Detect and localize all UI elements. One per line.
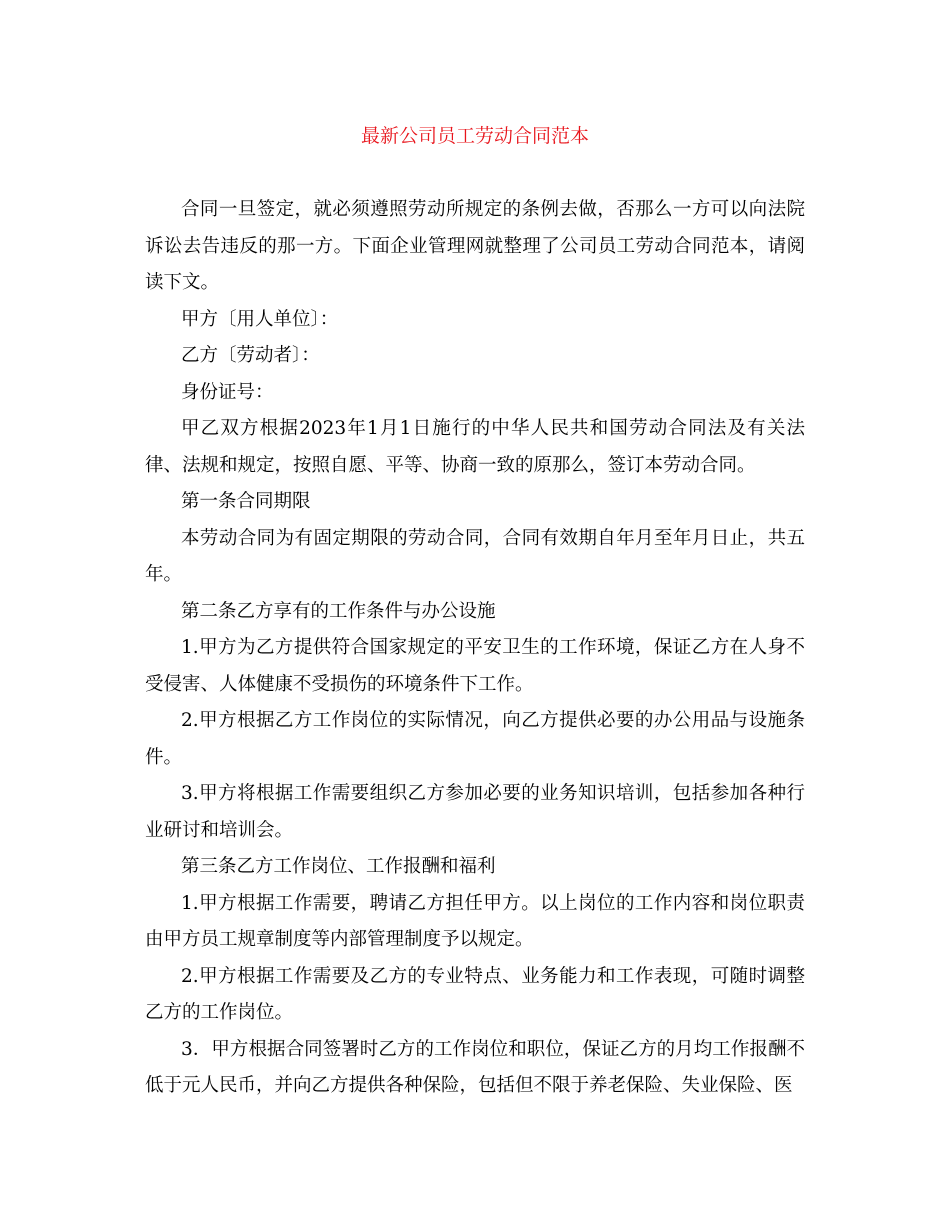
clause-2-1: 1.甲方为乙方提供符合国家规定的平安卫生的工作环境，保证乙方在人身不受侵害、人体健康不受损伤的环境条件下工作。 bbox=[145, 637, 805, 695]
clause-2-2: 2.甲方根据乙方工作岗位的实际情况，向乙方提供必要的办公用品与设施条件。 bbox=[145, 710, 805, 768]
paragraph-party-a: 甲方〔用人单位〕： bbox=[181, 308, 339, 330]
paragraph-intro: 合同一旦签定，就必须遵照劳动所规定的条例去做，否那么一方可以向法院诉讼去告违反的那一方。下面企业管理网就整理了公司员工劳动合同范本，请阅读下文。 bbox=[145, 199, 805, 293]
document-title: 最新公司员工劳动合同范本 bbox=[360, 125, 589, 147]
section-heading-2: 第二条乙方享有的工作条件与办公设施 bbox=[181, 600, 496, 622]
document-body bbox=[145, 192, 805, 1105]
clause-2-3: 3.甲方将根据工作需要组织乙方参加必要的业务知识培训，包括参加各种行业研讨和培训会。 bbox=[145, 783, 805, 841]
paragraph-party-b: 乙方〔劳动者〕： bbox=[181, 345, 320, 366]
clause-3-1: 1.甲方根据工作需要，聘请乙方担任甲方。以上岗位的工作内容和岗位职责由甲方员工规章制度等内部管理制度予以规定。 bbox=[145, 892, 805, 950]
paragraph-id-number: 身份证号： bbox=[181, 381, 274, 403]
section-heading-1: 第一条合同期限 bbox=[181, 491, 311, 512]
paragraph-term: 本劳动合同为有固定期限的劳动合同，合同有效期自年月至年月日止，共五年。 bbox=[145, 527, 805, 585]
paragraph-basis: 甲乙双方根据2023年1月1日施行的中华人民共和国劳动合同法及有关法律、法规和规定，按照自愿、平等、协商一致的原那么，签订本劳动合同。 bbox=[145, 418, 805, 476]
clause-3-3: 3．甲方根据合同签署时乙方的工作岗位和职位，保证乙方的月均工作报酬不低于元人民币，并向乙方提供各种保险，包括但不限于养老保险、失业保险、医 bbox=[145, 1038, 805, 1096]
section-heading-3: 第三条乙方工作岗位、工作报酬和福利 bbox=[181, 856, 496, 877]
clause-3-2: 2.甲方根据工作需要及乙方的专业特点、业务能力和工作表现，可随时调整乙方的工作岗位。 bbox=[145, 965, 805, 1023]
